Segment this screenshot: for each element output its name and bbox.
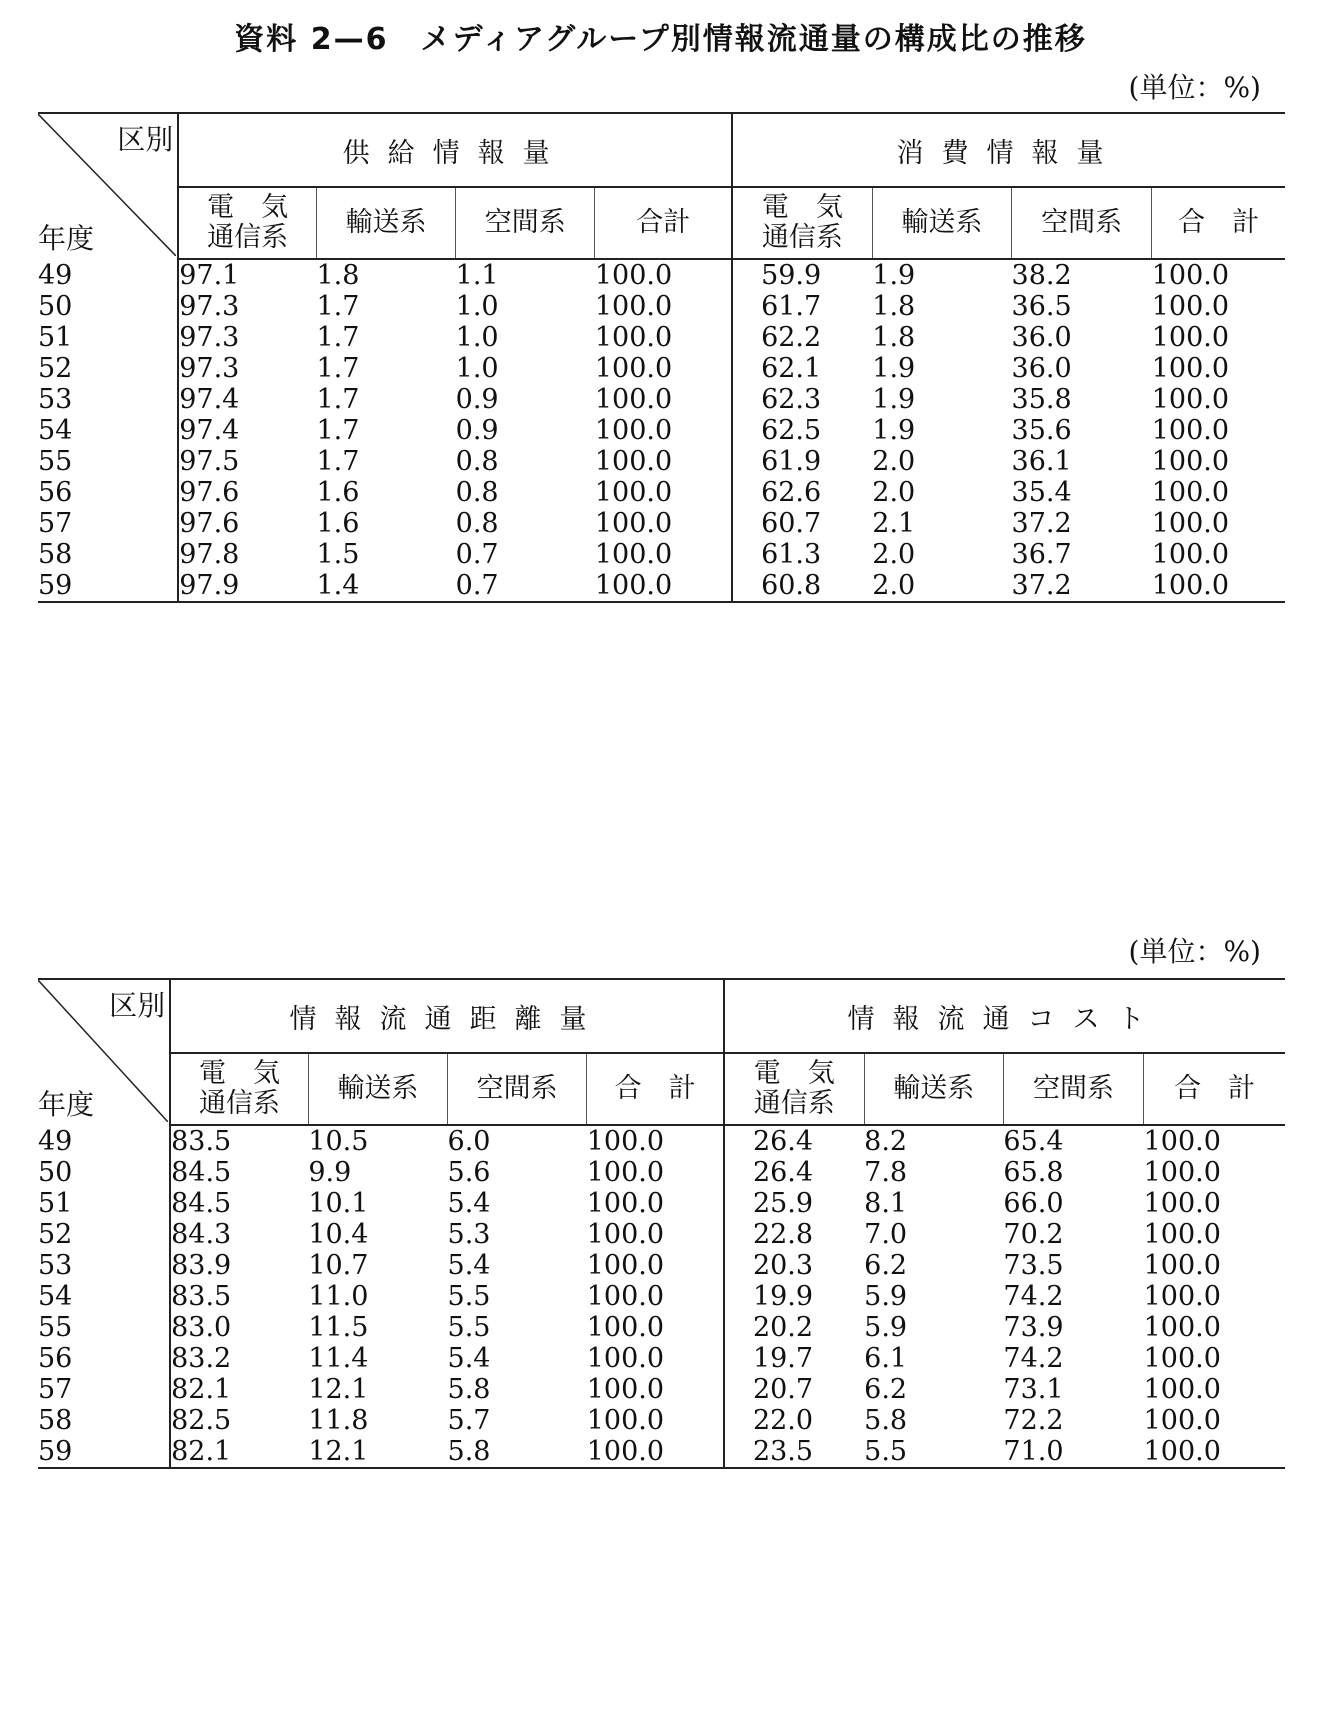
cell-space: 70.2	[1003, 1219, 1064, 1250]
cell-transport: 1.7	[316, 384, 360, 415]
table-row	[38, 1250, 1285, 1281]
cell-telecom: 26.4	[724, 1125, 864, 1157]
cell-transport: 8.1	[864, 1188, 908, 1219]
cell-telecom: 97.4	[178, 384, 316, 415]
cell-telecom: 62.2	[732, 322, 872, 353]
table-row	[38, 322, 1285, 353]
year-cell: 53	[38, 384, 73, 415]
cell-transport: 1.8	[872, 322, 916, 353]
table-row	[38, 291, 1285, 322]
cell-telecom: 25.9	[724, 1188, 864, 1219]
group-header-supply: 供給情報量	[178, 113, 732, 187]
col-header-total: 合 計	[1144, 1053, 1285, 1125]
cell-transport: 2.0	[872, 446, 916, 477]
year-cell: 55	[38, 446, 73, 477]
cell-total: 100.0	[1143, 1343, 1221, 1374]
cell-telecom: 26.4	[724, 1157, 864, 1188]
cell-total: 100.0	[594, 384, 673, 415]
cell-transport: 7.8	[864, 1157, 908, 1188]
cell-space: 0.8	[455, 446, 499, 477]
cell-telecom: 84.5	[170, 1188, 308, 1219]
col-header-telecom: 電 気 通信系	[170, 1053, 308, 1125]
cell-space: 73.1	[1003, 1374, 1064, 1405]
cell-space: 5.5	[447, 1312, 491, 1343]
cell-transport: 1.7	[316, 291, 360, 322]
cell-total: 100.0	[594, 291, 673, 322]
cell-space: 1.1	[455, 260, 499, 291]
cell-space: 37.2	[1011, 508, 1072, 539]
cell-transport: 7.0	[864, 1219, 908, 1250]
cell-space: 0.9	[455, 384, 499, 415]
table-row	[38, 1374, 1285, 1405]
table-row	[38, 1188, 1285, 1219]
cell-transport: 1.9	[872, 353, 916, 384]
cell-transport: 1.7	[316, 446, 360, 477]
year-cell: 59	[38, 1436, 170, 1468]
cell-total: 100.0	[586, 1219, 665, 1250]
cell-telecom: 19.7	[724, 1343, 864, 1374]
group-header-consumption: 消費情報量	[732, 113, 1285, 187]
group-header-distance: 情報流通距離量	[170, 979, 724, 1053]
year-cell: 54	[38, 1281, 73, 1312]
cell-total: 100.0	[594, 508, 673, 539]
cell-transport: 1.8	[872, 291, 916, 322]
year-cell: 58	[38, 539, 73, 570]
cell-space: 71.0	[1003, 1436, 1143, 1468]
cell-total: 100.0	[594, 446, 673, 477]
cell-telecom: 82.5	[170, 1405, 308, 1436]
cell-total: 100.0	[595, 570, 732, 602]
cell-transport: 1.9	[872, 384, 916, 415]
cell-transport: 10.4	[308, 1219, 369, 1250]
cell-total: 100.0	[594, 539, 673, 570]
cell-total: 100.0	[1151, 508, 1230, 539]
cell-transport: 2.1	[872, 508, 916, 539]
cell-space: 66.0	[1003, 1188, 1064, 1219]
table-row	[38, 1219, 1285, 1250]
corner-label-year: 年度	[38, 222, 95, 255]
cell-total: 100.0	[1143, 1219, 1221, 1250]
cell-transport: 10.7	[308, 1250, 369, 1281]
unit-label-1: (単位：%)	[1128, 71, 1261, 104]
group-header-row	[38, 979, 1285, 1053]
cell-transport: 1.6	[316, 477, 360, 508]
cell-space: 0.8	[455, 508, 499, 539]
cell-space: 5.3	[447, 1219, 491, 1250]
year-cell: 57	[38, 1374, 73, 1405]
cell-transport: 1.7	[316, 415, 360, 446]
corner-label-year: 年度	[38, 1088, 95, 1121]
cell-total: 100.0	[594, 353, 673, 384]
cell-space: 65.8	[1003, 1157, 1064, 1188]
cell-telecom: 97.9	[178, 570, 316, 602]
cell-telecom: 83.0	[170, 1312, 308, 1343]
cell-space: 0.8	[455, 477, 499, 508]
cell-space: 73.9	[1003, 1312, 1064, 1343]
year-cell: 50	[38, 1157, 73, 1188]
cell-space: 36.5	[1011, 291, 1072, 322]
cell-space: 5.6	[447, 1157, 491, 1188]
cell-telecom: 62.1	[732, 353, 872, 384]
table-row	[38, 446, 1285, 477]
col-header-space: 空間系	[448, 1053, 587, 1125]
table-row	[38, 384, 1285, 415]
cell-space: 36.0	[1011, 322, 1072, 353]
cell-telecom: 97.6	[178, 508, 316, 539]
cell-telecom: 20.3	[724, 1250, 864, 1281]
table-row	[38, 1436, 1285, 1468]
cell-telecom: 97.3	[178, 291, 316, 322]
cell-transport: 1.9	[872, 415, 916, 446]
sub-header-row	[38, 1053, 1285, 1125]
cell-total: 100.0	[1151, 446, 1230, 477]
cell-transport: 6.1	[864, 1343, 908, 1374]
table-row	[38, 353, 1285, 384]
year-cell: 54	[38, 415, 73, 446]
cell-transport: 1.7	[316, 322, 360, 353]
cell-transport: 2.0	[872, 539, 916, 570]
cell-space: 1.0	[455, 291, 499, 322]
cell-telecom: 97.3	[178, 322, 316, 353]
cell-telecom: 97.6	[178, 477, 316, 508]
cell-space: 5.4	[447, 1250, 491, 1281]
col-header-telecom: 電 気 通信系	[732, 187, 872, 259]
cell-transport: 10.1	[308, 1188, 369, 1219]
year-cell: 56	[38, 1343, 73, 1374]
cell-transport: 9.9	[308, 1157, 352, 1188]
cell-space: 36.7	[1011, 539, 1072, 570]
cell-transport: 1.7	[316, 353, 360, 384]
col-header-total: 合 計	[1152, 187, 1285, 259]
cell-telecom: 82.1	[170, 1374, 308, 1405]
cell-transport: 11.4	[308, 1343, 369, 1374]
cell-space: 36.0	[1011, 353, 1072, 384]
cell-telecom: 82.1	[170, 1436, 308, 1468]
cell-space: 72.2	[1003, 1405, 1064, 1436]
cell-space: 0.9	[455, 415, 499, 446]
cell-total: 100.0	[586, 1281, 665, 1312]
col-header-transport: 輸送系	[316, 187, 455, 259]
cell-telecom: 84.3	[170, 1219, 308, 1250]
cell-transport: 1.8	[316, 260, 360, 291]
cell-transport: 1.9	[872, 260, 916, 291]
cell-total: 100.0	[1151, 384, 1230, 415]
cell-transport: 10.5	[308, 1126, 369, 1157]
cell-space: 37.2	[1012, 570, 1152, 602]
year-cell: 52	[38, 353, 73, 384]
cell-space: 5.8	[448, 1436, 587, 1468]
corner-header	[38, 979, 170, 1125]
group-header-cost: 情報流通コスト	[724, 979, 1285, 1053]
cell-telecom: 61.9	[732, 446, 872, 477]
cell-space: 74.2	[1003, 1343, 1064, 1374]
cell-space: 5.8	[447, 1374, 491, 1405]
year-cell: 53	[38, 1250, 73, 1281]
col-header-telecom: 電 気 通信系	[178, 187, 316, 259]
col-header-space: 空間系	[1012, 187, 1152, 259]
cell-space: 35.8	[1011, 384, 1072, 415]
cell-total: 100.0	[594, 260, 673, 291]
cell-telecom: 20.2	[724, 1312, 864, 1343]
cell-total: 100.0	[1143, 1126, 1221, 1157]
cell-total: 100.0	[1151, 539, 1230, 570]
cell-telecom: 83.5	[170, 1125, 308, 1157]
cell-space: 0.7	[455, 539, 499, 570]
cell-space: 5.7	[447, 1405, 491, 1436]
cell-telecom: 97.4	[178, 415, 316, 446]
cell-space: 1.0	[455, 353, 499, 384]
cell-total: 100.0	[586, 1250, 665, 1281]
year-cell: 59	[38, 570, 178, 602]
table-row	[38, 1157, 1285, 1188]
cell-total: 100.0	[586, 1312, 665, 1343]
col-header-total: 合計	[595, 187, 732, 259]
cell-total: 100.0	[1143, 1188, 1221, 1219]
cell-telecom: 20.7	[724, 1374, 864, 1405]
cell-telecom: 22.8	[724, 1219, 864, 1250]
cell-telecom: 83.2	[170, 1343, 308, 1374]
cell-transport: 5.8	[864, 1405, 908, 1436]
cell-total: 100.0	[1143, 1374, 1221, 1405]
col-header-transport: 輸送系	[872, 187, 1011, 259]
cell-transport: 6.2	[864, 1374, 908, 1405]
cell-total: 100.0	[594, 477, 673, 508]
table-row	[38, 1343, 1285, 1374]
year-cell: 49	[38, 259, 73, 291]
cell-total: 100.0	[1151, 353, 1230, 384]
cell-space: 38.2	[1011, 260, 1072, 291]
cell-total: 100.0	[1152, 570, 1285, 602]
table-row	[38, 1281, 1285, 1312]
table-row	[38, 539, 1285, 570]
cell-total: 100.0	[586, 1157, 665, 1188]
cell-space: 5.4	[447, 1343, 491, 1374]
cell-total: 100.0	[587, 1436, 724, 1468]
table-row	[38, 477, 1285, 508]
table-supply-consumption	[38, 112, 1285, 603]
cell-total: 100.0	[1151, 322, 1230, 353]
cell-space: 73.5	[1003, 1250, 1064, 1281]
cell-telecom: 97.1	[178, 259, 316, 291]
cell-transport: 1.4	[316, 570, 455, 602]
cell-telecom: 61.3	[732, 539, 872, 570]
cell-transport: 2.0	[872, 570, 1011, 602]
year-cell: 51	[38, 322, 73, 353]
cell-telecom: 97.8	[178, 539, 316, 570]
corner-label-category: 区別	[109, 989, 166, 1022]
year-cell: 50	[38, 291, 73, 322]
cell-transport: 11.8	[308, 1405, 369, 1436]
table-row	[38, 415, 1285, 446]
cell-telecom: 84.5	[170, 1157, 308, 1188]
cell-transport: 6.2	[864, 1250, 908, 1281]
year-cell: 49	[38, 1125, 73, 1157]
table-row	[38, 1405, 1285, 1436]
cell-transport: 5.9	[864, 1312, 908, 1343]
cell-telecom: 60.8	[732, 570, 872, 602]
table-body	[38, 259, 1285, 602]
unit-label-2: (単位：%)	[1128, 935, 1261, 968]
cell-transport: 5.9	[864, 1281, 908, 1312]
cell-space: 5.4	[447, 1188, 491, 1219]
cell-space: 65.4	[1003, 1126, 1064, 1157]
col-header-telecom: 電 気 通信系	[724, 1053, 864, 1125]
cell-space: 1.0	[455, 322, 499, 353]
year-cell: 58	[38, 1405, 73, 1436]
cell-transport: 5.5	[864, 1436, 1003, 1468]
col-header-space: 空間系	[1003, 1053, 1143, 1125]
cell-space: 6.0	[447, 1126, 491, 1157]
cell-total: 100.0	[586, 1126, 665, 1157]
cell-transport: 12.1	[308, 1436, 447, 1468]
year-cell: 57	[38, 508, 73, 539]
group-header-row	[38, 113, 1285, 187]
cell-transport: 11.5	[308, 1312, 369, 1343]
cell-total: 100.0	[586, 1188, 665, 1219]
corner-label-category: 区別	[117, 123, 174, 156]
cell-transport: 1.5	[316, 539, 360, 570]
cell-telecom: 22.0	[724, 1405, 864, 1436]
col-header-total: 合 計	[587, 1053, 724, 1125]
cell-total: 100.0	[1151, 260, 1230, 291]
cell-space: 36.1	[1011, 446, 1072, 477]
sub-header-row	[38, 187, 1285, 259]
cell-total: 100.0	[1151, 415, 1230, 446]
cell-space: 74.2	[1003, 1281, 1064, 1312]
cell-telecom: 62.3	[732, 384, 872, 415]
table-row	[38, 1125, 1285, 1157]
cell-telecom: 62.5	[732, 415, 872, 446]
cell-total: 100.0	[1143, 1250, 1221, 1281]
cell-transport: 8.2	[864, 1126, 908, 1157]
cell-transport: 11.0	[308, 1281, 369, 1312]
cell-total: 100.0	[1143, 1157, 1221, 1188]
year-cell: 56	[38, 477, 73, 508]
cell-space: 35.4	[1011, 477, 1072, 508]
cell-total: 100.0	[594, 322, 673, 353]
cell-total: 100.0	[1151, 477, 1230, 508]
year-cell: 51	[38, 1188, 73, 1219]
cell-telecom: 97.3	[178, 353, 316, 384]
cell-total: 100.0	[1151, 291, 1230, 322]
cell-telecom: 60.7	[732, 508, 872, 539]
cell-telecom: 59.9	[732, 259, 872, 291]
cell-space: 0.7	[456, 570, 595, 602]
cell-transport: 12.1	[308, 1374, 369, 1405]
col-header-transport: 輸送系	[864, 1053, 1003, 1125]
cell-telecom: 23.5	[724, 1436, 864, 1468]
table-distance-cost	[38, 978, 1285, 1469]
year-cell: 52	[38, 1219, 73, 1250]
cell-telecom: 97.5	[178, 446, 316, 477]
cell-total: 100.0	[1143, 1312, 1221, 1343]
page-title: 資料 2—6 メディアグループ別情報流通量の構成比の推移	[234, 22, 1087, 57]
cell-telecom: 19.9	[724, 1281, 864, 1312]
table-row	[38, 259, 1285, 291]
cell-total: 100.0	[586, 1374, 665, 1405]
cell-total: 100.0	[594, 415, 673, 446]
cell-total: 100.0	[1144, 1436, 1285, 1468]
cell-telecom: 61.7	[732, 291, 872, 322]
table-row	[38, 508, 1285, 539]
cell-transport: 1.6	[316, 508, 360, 539]
cell-total: 100.0	[586, 1343, 665, 1374]
year-cell: 55	[38, 1312, 73, 1343]
table-row	[38, 1312, 1285, 1343]
cell-space: 5.5	[447, 1281, 491, 1312]
table-body	[38, 1125, 1285, 1468]
cell-telecom: 62.6	[732, 477, 872, 508]
cell-total: 100.0	[1143, 1281, 1221, 1312]
cell-total: 100.0	[1143, 1405, 1221, 1436]
cell-telecom: 83.5	[170, 1281, 308, 1312]
cell-total: 100.0	[586, 1405, 665, 1436]
cell-transport: 2.0	[872, 477, 916, 508]
cell-telecom: 83.9	[170, 1250, 308, 1281]
table-row	[38, 570, 1285, 602]
col-header-transport: 輸送系	[308, 1053, 447, 1125]
corner-header	[38, 113, 178, 259]
cell-space: 35.6	[1011, 415, 1072, 446]
col-header-space: 空間系	[456, 187, 595, 259]
